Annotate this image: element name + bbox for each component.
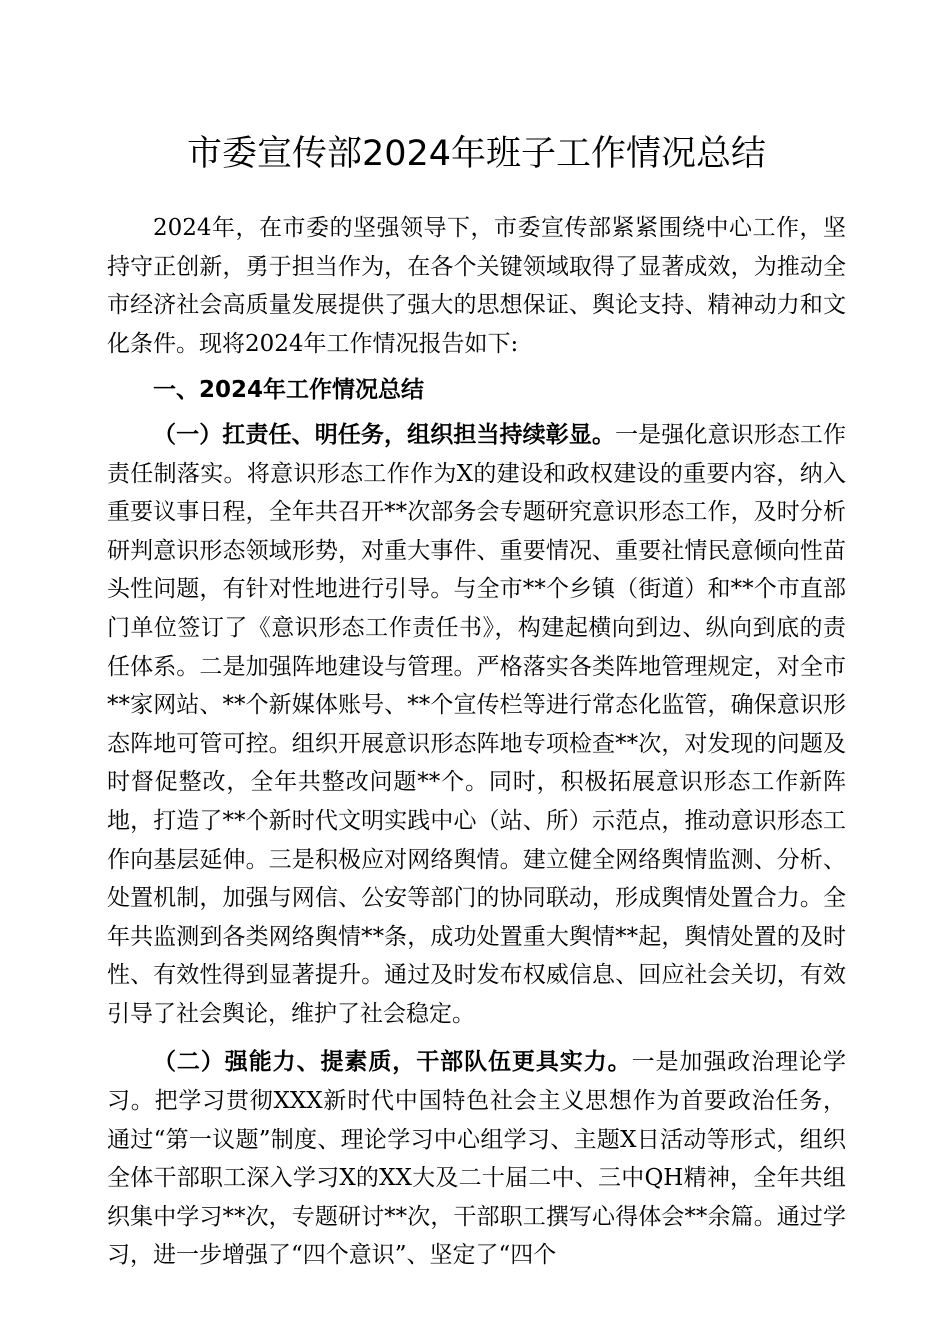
intro-paragraph: 2024年，在市委的坚强领导下，市委宣传部紧紧围绕中心工作，坚持守正创新，勇于担当作为，在各个关键领域取得了显著成效，为推动全市经济社会高质量发展提供了强大的思想保证、舆论支持、精神动力和文化条件。现将2024年工作情况报告如下: <box>107 215 846 357</box>
document-title: 市委宣传部2024年班子工作情况总结 <box>186 134 767 174</box>
section-heading: 一、2024年工作情况总结 <box>153 377 425 404</box>
paragraph-lead: （二）强能力、提素质，干部队伍更具实力。 <box>153 1049 632 1076</box>
paragraph-responsibility <box>107 416 846 1034</box>
paragraph-body: 一是加强政治理论学习。把学习贯彻XXX新时代中国特色社会主义思想作为首要政治任务，通过“第一议题”制度、理论学习中心组学习、主题X日活动等形式，组织全体干部职工深入学习X的XX大及二十届二中、三中QH精神，全年共组织集中学习**次，专题研讨**次，干部职工撰写心得体会**余篇。通过学习，进一步增强了“四个意识”、坚定了“四个 <box>107 1049 847 1269</box>
paragraph-body: 一是强化意识形态工作责任制落实。将意识形态工作作为X的建设和政权建设的重要内容，纳入重要议事日程，全年共召开**次部务会专题研究意识形态工作，及时分析研判意识形态领域形势，对重大事件、重要情况、重要社情民意倾向性苗头性问题，有针对性地进行引导。与全市**个乡镇（街道）和**个市直部门单位签订了《意识形态工作责任书》，构建起横向到边、纵向到底的责任体系。二是加强阵地建设与管理。严格落实各类阵地管理规定，对全市**家网站、**个新媒体账号、**个宣传栏等进行常态化监管，确保意识形态阵地可管可控。组织开展意识形态阵地专项检查**次，对发现的问题及时督促整改，全年共整改问题**个。同时，积极拓展意识形态工作新阵地，打造了**个新时代文明实践中心（站、所）示范点，推动意识形态工作向基层延伸。三是积极应对网络舆情。建立健全网络舆情监测、分析、处置机制，加强与网信、公安等部门的协同联动，形成舆情处置合力。全年共监测到各类网络舆情**条，成功处置重大舆情**起，舆情处置的及时性、有效性得到显著提升。通过及时发布权威信息、回应社会关切，有效引导了社会舆论，维护了社会稳定。 <box>107 421 847 1027</box>
paragraph-capability <box>107 1043 846 1275</box>
paragraph-lead: （一）扛责任、明任务，组织担当持续彰显。 <box>153 421 616 448</box>
